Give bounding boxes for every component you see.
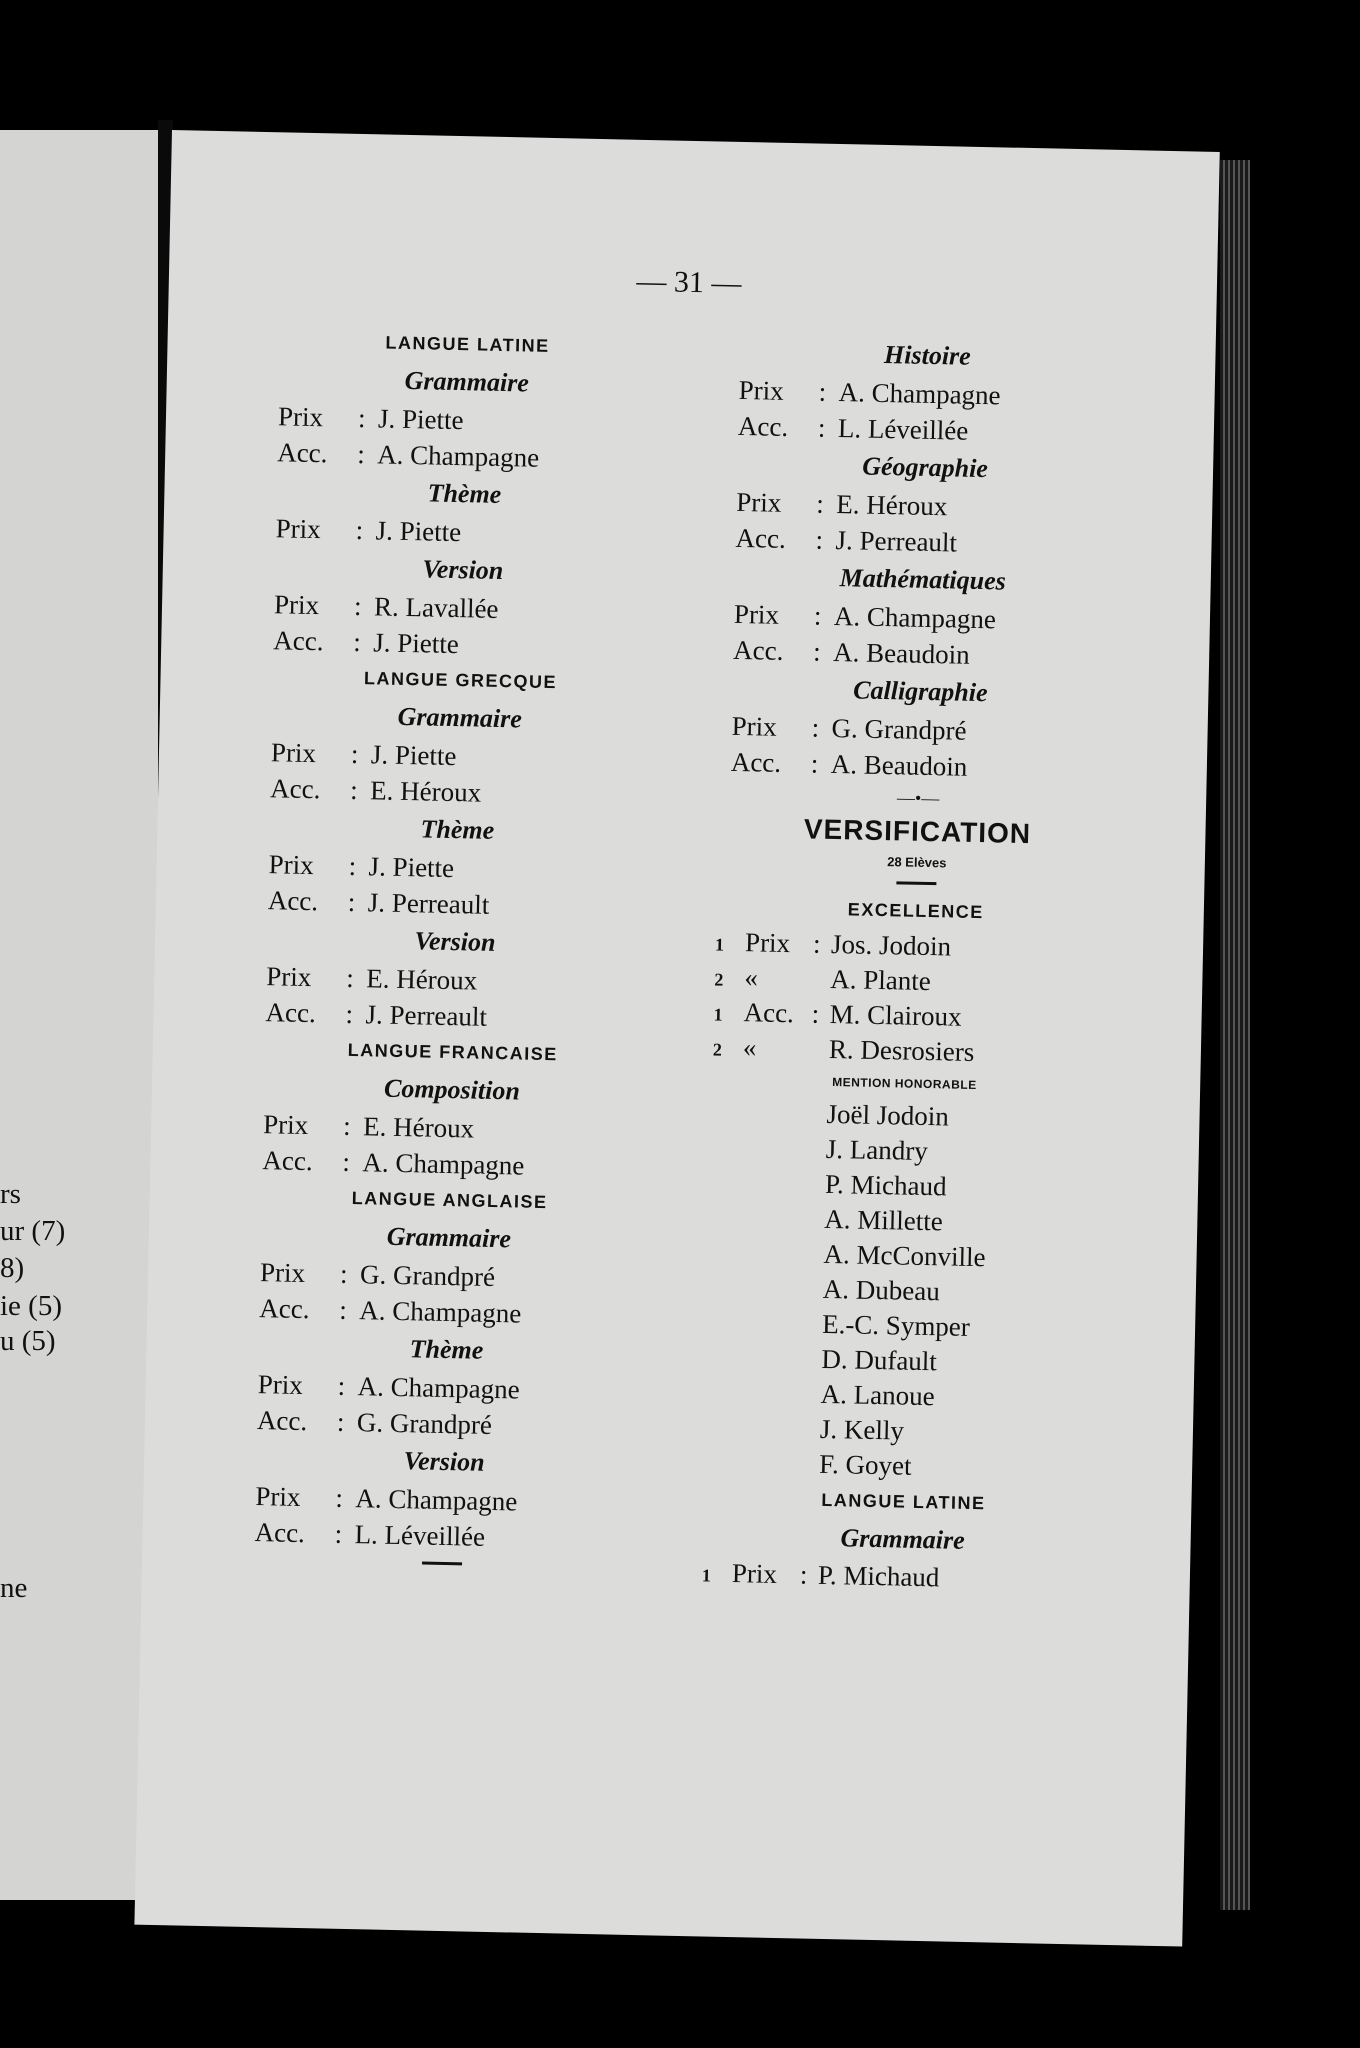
award-label: Prix [731, 710, 777, 742]
rank-number: 2 [714, 969, 724, 990]
award-label: Acc. [730, 746, 782, 778]
subject-heading: Grammaire [404, 365, 530, 398]
colon: : [810, 748, 819, 779]
colon: : [345, 998, 354, 1029]
award-name: A. Beaudoin [832, 636, 970, 670]
colon: : [336, 1406, 345, 1437]
award-name: G. Grandpré [359, 1259, 496, 1293]
award-name: A. Champagne [833, 600, 997, 635]
mention-name: E.-C. Symper [821, 1308, 971, 1342]
colon: : [339, 1294, 348, 1325]
mention-name: J. Kelly [819, 1413, 905, 1446]
award-label: Prix [738, 374, 785, 406]
award-name: J. Perreault [835, 524, 958, 558]
award-label: « [742, 1032, 757, 1063]
award-name: G. Grandpré [356, 1407, 493, 1440]
award-name: L. Léveillée [837, 413, 969, 446]
award-label: Prix [268, 849, 314, 881]
colon: : [349, 774, 359, 806]
subject-heading: Version [422, 554, 504, 586]
award-label: Acc. [269, 773, 321, 805]
mention-name: P. Michaud [824, 1168, 947, 1202]
award-label: Prix [733, 598, 780, 630]
subject-heading: Composition [383, 1073, 521, 1106]
colon: : [357, 402, 366, 434]
colon: : [350, 738, 359, 770]
award-label: Acc. [254, 1517, 306, 1549]
award-label: Prix [270, 737, 317, 769]
colon: : [342, 1110, 352, 1141]
award-label: Prix [255, 1481, 301, 1512]
subject-heading: Thème [420, 814, 495, 845]
award-name: J. Piette [373, 627, 460, 660]
award-name: Jos. Jodoin [830, 928, 952, 962]
subject-heading: Grammaire [397, 701, 523, 734]
left-column [242, 322, 668, 1577]
award-name: R. Desrosiers [828, 1033, 975, 1068]
award-name: J. Piette [368, 851, 455, 884]
award-label: Prix [262, 1109, 309, 1141]
colon: : [815, 524, 824, 555]
document-page [134, 130, 1219, 1947]
left-page-fragment: ne [0, 1572, 28, 1604]
subject-heading: Grammaire [386, 1221, 512, 1254]
award-label: Acc. [259, 1293, 310, 1325]
award-label: Prix [257, 1369, 304, 1401]
left-page-fragment: ie (5) [0, 1290, 62, 1322]
award-name: M. Clairoux [829, 998, 962, 1032]
mention-name: Joël Jodoin [826, 1098, 950, 1132]
award-name: J. Piette [375, 515, 462, 548]
colon: : [812, 928, 821, 959]
subject-heading: Mathématiques [839, 563, 1007, 596]
colon: : [345, 962, 355, 993]
award-label: Prix [273, 589, 320, 621]
mention-heading: MENTION HONORABLE [832, 1075, 977, 1093]
section-heading: LANGUE LATINE [821, 1489, 986, 1514]
left-page-fragment: u (5) [0, 1325, 56, 1357]
award-label: Acc. [735, 522, 787, 554]
award-label: Acc. [273, 625, 324, 657]
colon: : [817, 412, 826, 443]
colon: : [799, 1559, 808, 1590]
colon: : [812, 636, 822, 667]
award-name: L. Léveillée [354, 1519, 486, 1552]
page-edges [1220, 160, 1250, 1910]
subject-heading: Grammaire [840, 1523, 966, 1555]
award-name: E. Héroux [365, 963, 478, 996]
colon: : [347, 886, 356, 918]
colon: : [337, 1370, 346, 1401]
colon: : [342, 1146, 351, 1177]
section-heading: LANGUE GRECQUE [363, 668, 558, 693]
colon: : [813, 600, 822, 631]
award-name: J. Perreault [367, 887, 490, 920]
mention-name: A. McConville [823, 1238, 986, 1273]
award-label: Acc. [737, 410, 789, 442]
award-name: E. Héroux [362, 1111, 475, 1144]
award-label: Acc. [262, 1145, 313, 1177]
award-label: Prix [259, 1257, 306, 1289]
colon: : [356, 438, 366, 470]
subject-heading: Version [414, 926, 496, 957]
section-heading: LANGUE LATINE [385, 332, 550, 356]
section-heading: LANGUE FRANCAISE [347, 1039, 558, 1065]
colon: : [353, 590, 362, 622]
left-page-fragment: rs [0, 1178, 21, 1210]
section-heading: EXCELLENCE [847, 899, 985, 923]
colon: : [355, 514, 364, 546]
subject-heading: Calligraphie [852, 675, 988, 708]
colon: : [811, 712, 820, 743]
left-page-fragment: ur (7) [0, 1215, 66, 1247]
mention-name: A. Dubeau [822, 1273, 941, 1307]
award-label: Acc. [256, 1405, 308, 1437]
award-name: A. Plante [830, 963, 932, 997]
mention-name: D. Dufault [821, 1343, 938, 1377]
left-page [0, 130, 158, 1900]
divider-rule [422, 1562, 462, 1566]
colon: : [353, 626, 362, 658]
subject-heading: Version [403, 1446, 485, 1477]
colon: : [816, 488, 825, 519]
colon: : [335, 1482, 344, 1513]
award-name: A. Champagne [355, 1483, 518, 1517]
award-line [242, 1514, 643, 1558]
award-label: « [744, 962, 759, 993]
mention-name: J. Landry [825, 1133, 929, 1167]
ornament: —•— [896, 787, 940, 809]
class-title: VERSIFICATION [803, 813, 1032, 850]
left-page-fragment: 8) [0, 1252, 25, 1284]
subject-heading: Thème [409, 1334, 484, 1365]
award-name: J. Perreault [365, 999, 488, 1032]
mention-name: A. Millette [824, 1203, 944, 1237]
rank-number: 1 [701, 1565, 712, 1586]
subject-heading: Thème [427, 478, 502, 509]
award-label: Acc. [743, 997, 795, 1029]
award-name: A. Champagne [838, 377, 1001, 411]
award-label: Prix [736, 486, 782, 518]
section-heading: LANGUE ANGLAISE [351, 1188, 548, 1213]
colon: : [818, 376, 827, 407]
rank-number: 1 [714, 934, 725, 955]
award-name: A. Champagne [359, 1295, 522, 1329]
right-column [702, 332, 1128, 1599]
colon: : [339, 1258, 348, 1289]
award-label: Prix [277, 401, 324, 433]
award-label: Prix [275, 513, 322, 545]
award-name: A. Beaudoin [830, 748, 968, 782]
award-name: P. Michaud [817, 1559, 940, 1593]
award-name: E. Héroux [835, 488, 948, 522]
award-label: Acc. [265, 997, 317, 1029]
award-label: Acc. [732, 634, 784, 666]
divider-rule [896, 881, 936, 885]
award-label: Prix [731, 1558, 778, 1589]
subject-heading: Histoire [883, 339, 972, 371]
award-label: Prix [744, 927, 791, 959]
award-label: Acc. [267, 885, 319, 917]
ranked-line [702, 1555, 1103, 1598]
colon: : [811, 998, 820, 1029]
award-name: R. Lavallée [373, 591, 499, 624]
subject-heading: Géographie [861, 451, 989, 484]
colon: : [334, 1518, 343, 1549]
mention-name: A. Lanoue [820, 1378, 935, 1412]
award-name: A. Champagne [357, 1371, 520, 1405]
award-name: A. Champagne [362, 1147, 525, 1181]
colon: : [348, 850, 357, 882]
award-name: A. Champagne [376, 439, 540, 473]
award-name: E. Héroux [369, 775, 482, 808]
class-count: 28 Elèves [887, 854, 947, 871]
mention-name: F. Goyet [818, 1448, 912, 1481]
page-number: — 31 — [636, 264, 742, 300]
rank-number: 2 [712, 1039, 723, 1060]
award-label: Prix [265, 961, 312, 993]
rank-number: 1 [713, 1004, 723, 1025]
award-label: Acc. [276, 437, 328, 469]
award-name: J. Piette [370, 739, 457, 772]
award-name: G. Grandpré [831, 712, 967, 746]
award-name: J. Piette [377, 403, 464, 436]
